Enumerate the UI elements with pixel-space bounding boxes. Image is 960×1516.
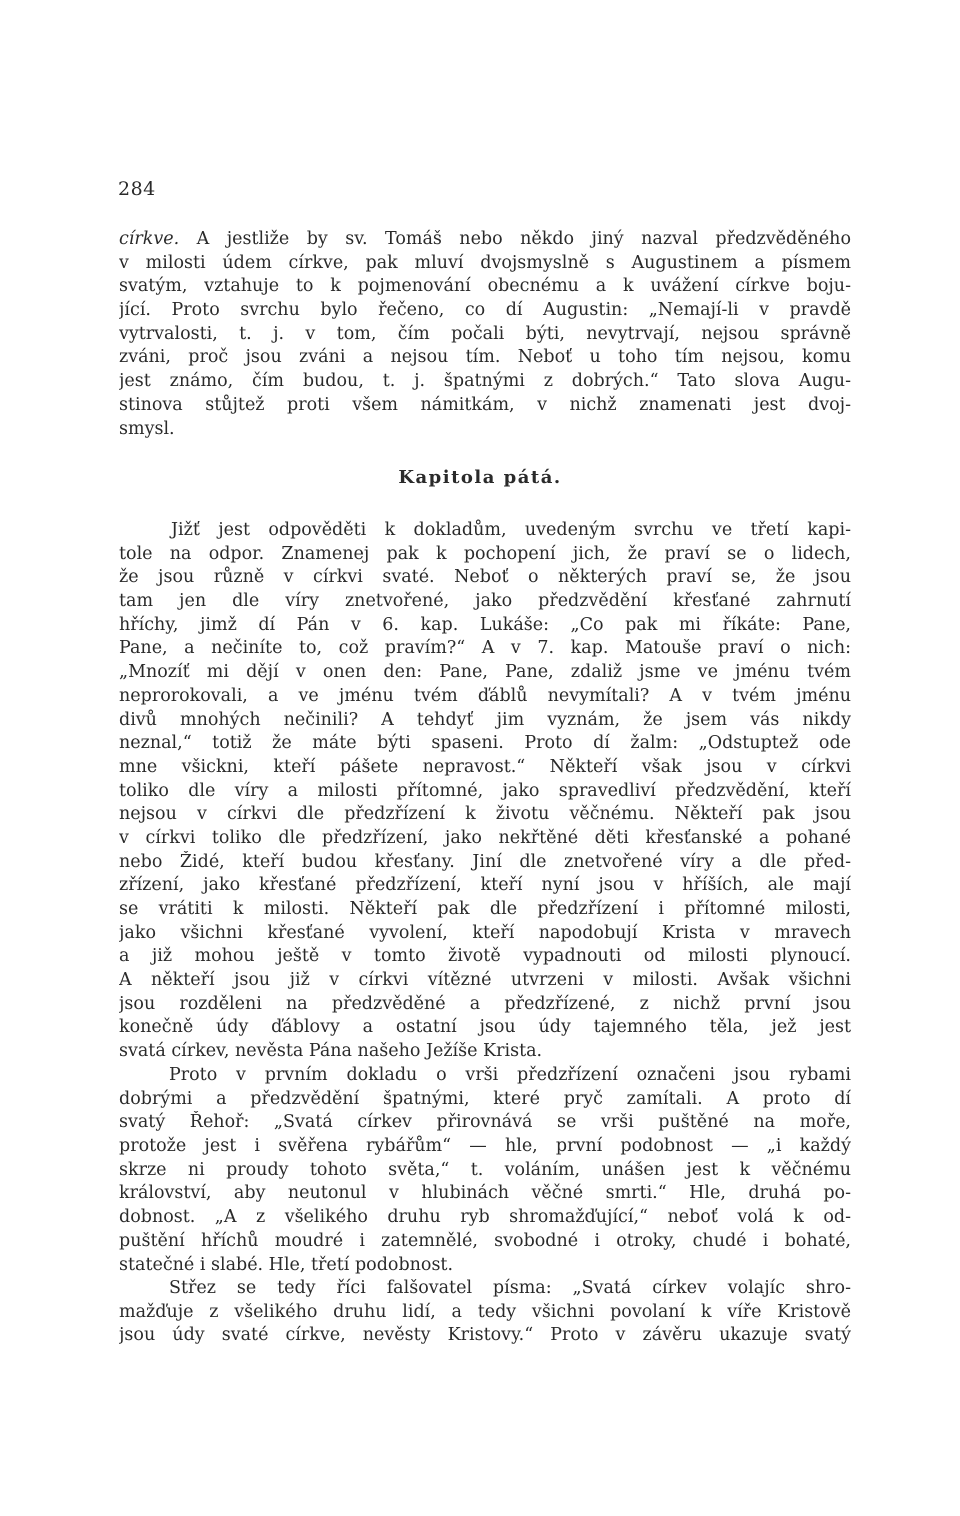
text-line: vytrvalosti, t. j. v tom, čím počali býti, nevytrvají, nejsou správně [119, 323, 851, 344]
text-line: mne všickni, kteří pášete nepravost.“ Někteří však jsou v církvi [119, 756, 851, 777]
text-line: svatá církev, nevěsta Pána našeho Ježíše Krista. [119, 1041, 543, 1062]
text-line: jsou údy svaté církve, nevěsty Kristovy.“ Proto v závěru ukazuje svatý [119, 1325, 851, 1346]
text-line: Střez se tedy říci falšovatel písma: „Svatá církev volajíc shro- [169, 1278, 851, 1298]
text-line: že jsou různě v církvi svaté. Neboť o některých praví se, že jsou [119, 567, 851, 588]
page-number: 284 [118, 178, 156, 200]
paragraph-4 [119, 1277, 851, 1348]
text-line: stinova stůjtež proti všem námitkám, v nichž znamenati jest dvoj- [119, 394, 851, 415]
text-line: zváni, proč jsou zváni a nejsou tím. Neboť u toho tím nejsou, komu [119, 347, 851, 368]
text-line: svatý Řehoř: „Svatá církev přirovnává se vrši puštěné na moře, [119, 1112, 851, 1133]
text-line: mažďuje z všelikého druhu lidí, a tedy všichni povolaní k víře Kristově [119, 1301, 851, 1322]
text-line: v církvi toliko dle předzřízení, jako nekřtěné děti křesťanské a pohané [119, 827, 851, 848]
text-line: dobrými a předzvědění špatnými, které pryč zamítali. A proto dí [119, 1088, 851, 1109]
text-line: zřízení, jako křesťané předzřízení, kteří nyní jsou v hříších, ale mají [119, 875, 851, 896]
paragraph-2 [119, 519, 851, 1064]
text-line: tam jen dle víry znetvořené, jako předzvědění křesťané zahrnutí [119, 591, 851, 612]
text-line: puštění hříchů moudré i zatemnělé, svobodné i otroky, chudé i bohaté, [119, 1230, 851, 1251]
text-line: smysl. [119, 418, 175, 439]
text-line: a již mohou ještě v tomto životě vypadnouti od milosti plynoucí. [119, 946, 851, 967]
text-line: A někteří jsou již v církvi vítězné utvrzeni v milosti. Avšak všichni [119, 970, 851, 991]
text-line: tole na odpor. Znamenej pak k pochopení jich, že praví se o lidech, [119, 543, 851, 564]
italic-word: církve. [119, 229, 180, 249]
text-line: statečné i slabé. Hle, třetí podobnost. [119, 1254, 454, 1275]
text-line: svatým, vztahuje to k pojmenování obecnému a k uvážení církve boju- [119, 276, 851, 297]
text-line: nebo Židé, kteří budou křesťany. Jiní dle znetvořené víry a dle před- [119, 851, 851, 872]
text-line: jsou rozděleni na předzvěděné a předzřízené, z nichž první jsou [119, 993, 851, 1014]
text-line: dobnost. „A z všelikého druhu ryb shromažďující,“ neboť volá k od- [119, 1207, 851, 1228]
text-line: církve. A jestliže by sv. Tomáš nebo někdo jiný nazval předzvěděného [119, 229, 851, 249]
text-line: království, aby neutonul v hlubinách věčné smrti.“ Hle, druhá po- [119, 1183, 851, 1204]
text-line: hříchy, jimž dí Pán v 6. kap. Lukáše: „Co pak mi říkáte: Pane, [119, 614, 851, 635]
text-line: „Mnozíť mi dějí v onen den: Pane, Pane, zdaliž jsme ve jménu tvém [119, 662, 851, 683]
text-line: konečně údy ďáblovy a ostatní jsou údy tajemného těla, jež jest [119, 1017, 851, 1038]
text-line: divů mnohých nečinili? A tehdyť jim vyznám, že jsem vás nikdy [119, 709, 851, 730]
text-line: jako všichni křesťané vyvolení, kteří napodobují Krista v mravech [119, 922, 851, 943]
paragraph-3 [119, 1064, 851, 1277]
text-line: Jižť jest odpověděti k dokladům, uvedeným svrchu ve třetí kapi- [171, 520, 851, 540]
text-line: jest známo, čím budou, t. j. špatnými z dobrých.“ Tato slova Augu- [119, 371, 851, 392]
text-line: neprorokovali, a ve jménu tvém ďáblů nevymítali? A v tvém jménu [119, 685, 851, 706]
text-line: se vrátiti k milosti. Někteří pak dle předzřízení i přítomné milosti, [119, 899, 851, 919]
text-line: Proto v prvním dokladu o vrši předzřízení označeni jsou rybami [169, 1065, 851, 1085]
text-line: Pane, a nečiníte to, což pravím?“ A v 7. kap. Matouše praví o nich: [119, 638, 851, 659]
text-line: v milosti údem církve, pak mluví dvojsmyslně s Augustinem a písmem [119, 252, 851, 273]
text-line: nejsou v církvi dle předzřízení k životu věčnému. Někteří pak jsou [119, 804, 851, 825]
text-line: neznal,“ totiž že máte býti spaseni. Proto dí žalm: „Odstuptež ode [119, 733, 851, 754]
chapter-title: Kapitola pátá. [398, 467, 562, 488]
paragraph-1 [119, 228, 851, 441]
text-line: protože jest i svěřena rybářům“ — hle, první podobnost — „i každý [119, 1136, 851, 1157]
text-line: skrze ni proudy tohoto světa,“ t. voláním, unášen jest k věčnému [119, 1159, 851, 1180]
text-line: jící. Proto svrchu bylo řečeno, co dí Augustin: „Nemají-li v pravdě [119, 300, 851, 321]
text-line: toliko dle víry a milosti přítomné, jako spravedliví předzvědění, kteří [119, 780, 851, 801]
